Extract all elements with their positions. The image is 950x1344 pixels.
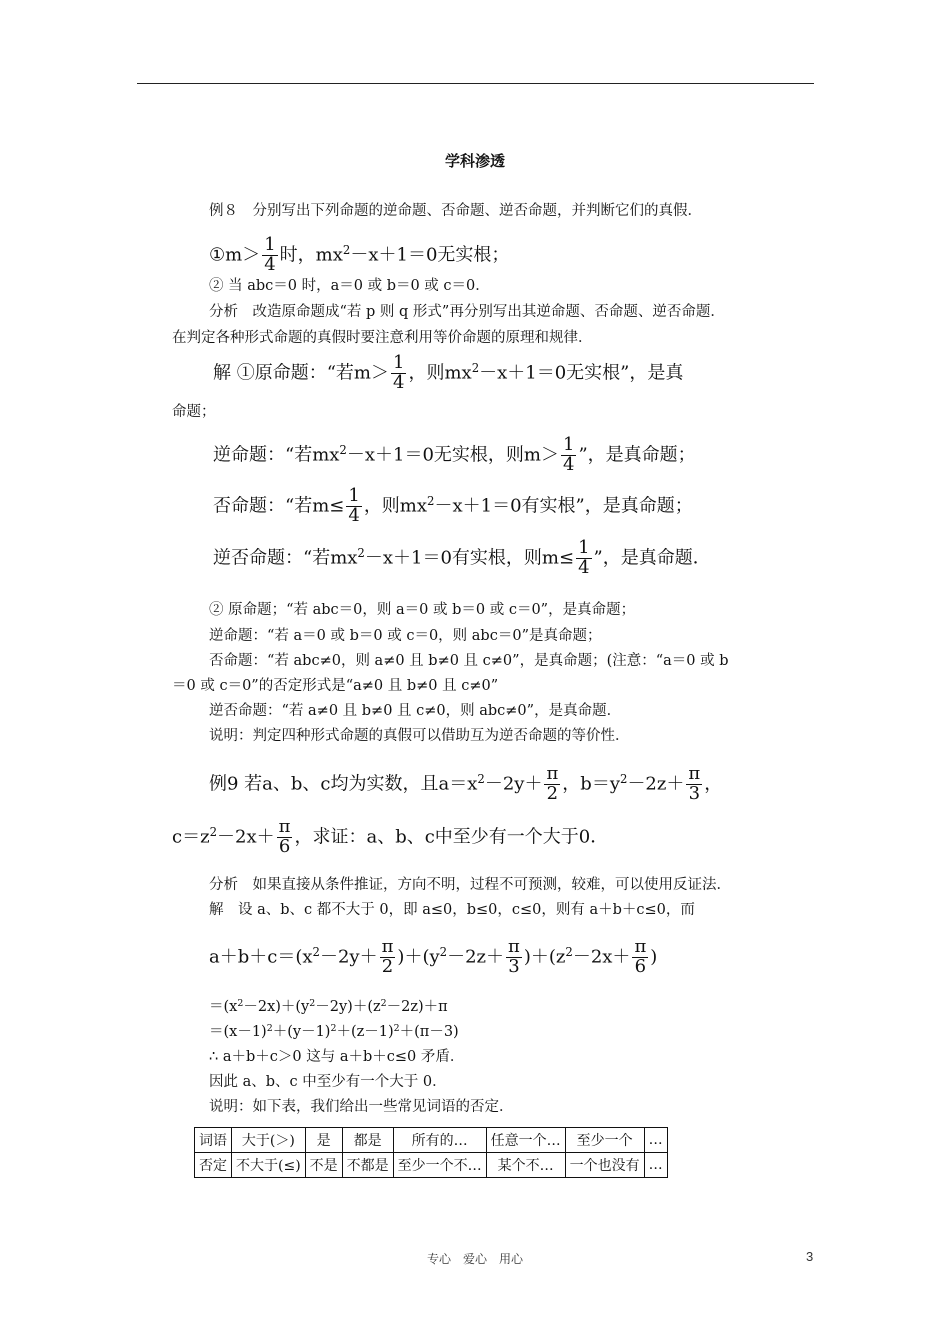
example9-step1 xyxy=(209,997,448,1017)
text: c＝z xyxy=(172,826,210,848)
text: ①m＞ xyxy=(209,244,261,266)
page-number: 3 xyxy=(806,1249,814,1264)
example8-converse xyxy=(213,436,696,475)
text: －x＋1＝0无实根”，是真 xyxy=(479,362,684,384)
page-footer: 专心 爱心 用心 xyxy=(426,1252,523,1266)
denominator: 4 xyxy=(578,556,590,578)
table-cell: 都是 xyxy=(342,1128,393,1153)
header-rule xyxy=(137,83,814,84)
text: －2z＋ xyxy=(447,946,505,968)
text: ＋(π－3) xyxy=(399,1024,459,1040)
example8-analysis-line1: 分析 改造原命题成“若 p 则 q 形式”再分别写出其逆命题、否命题、逆否命题． xyxy=(209,304,725,320)
exponent: 2 xyxy=(565,944,573,959)
example9-solution: 解 设 a、b、c 都不大于 0，即 a≤0，b≤0，c≤0，则有 a＋b＋c≤0，而 xyxy=(209,902,695,918)
text: －2x＋ xyxy=(217,826,275,848)
text: 例9 若a、b、c均为实数，且a＝x xyxy=(209,773,478,795)
example8-analysis-line2: 在判定各种形式命题的真假时要注意利用等价命题的原理和规律． xyxy=(172,330,593,346)
text: －2x)＋(y xyxy=(243,999,310,1015)
denominator: 4 xyxy=(562,453,575,475)
fraction-one-quarter xyxy=(561,436,576,475)
example9-step3: ∴ a＋b＋c＞0 这与 a＋b＋c≤0 矛盾． xyxy=(209,1049,465,1065)
part2-converse: 逆命题：“若 a＝0 或 b＝0 或 c＝0，则 abc＝0”是真命题； xyxy=(209,628,602,644)
exponent: 2 xyxy=(339,442,347,457)
section-title: 学科渗透 xyxy=(444,152,505,170)
text: ＋(y－1) xyxy=(272,1024,331,1040)
exponent: 2 xyxy=(330,1022,337,1034)
table-cell: 词语 xyxy=(195,1128,232,1153)
denominator: 6 xyxy=(634,955,647,977)
exponent: 2 xyxy=(471,360,480,375)
example8-item2: ② 当 abc＝0 时，a＝0 或 b＝0 或 c＝0． xyxy=(209,278,490,294)
example9-analysis: 分析 如果直接从条件推证，方向不明，过程不可预测，较难，可以使用反证法． xyxy=(209,877,731,893)
example9-step4: 因此 a、b、c 中至少有一个大于 0． xyxy=(209,1074,447,1090)
example8-inverse xyxy=(213,487,693,526)
numerator: 1 xyxy=(393,352,405,373)
part2-contrapositive: 逆否命题：“若 a≠0 且 b≠0 且 c≠0，则 abc≠0”，是真命题． xyxy=(209,703,622,719)
part2-inverse-line1: 否命题：“若 abc≠0，则 a≠0 且 b≠0 且 c≠0”，是真命题；(注意：“a＝0 或 b xyxy=(209,653,729,669)
text: ＝(x－1) xyxy=(209,1024,267,1040)
text: －x＋1＝0无实根，则m＞ xyxy=(346,444,559,466)
text: ，b＝y xyxy=(562,773,620,795)
text: ) xyxy=(650,946,658,968)
exponent: 2 xyxy=(380,997,387,1009)
numerator: 1 xyxy=(578,537,590,558)
example9-statement-line1 xyxy=(209,765,722,804)
numerator: π xyxy=(634,936,647,957)
part2-original: ② 原命题；“若 abc＝0，则 a＝0 或 b＝0 或 c＝0”，是真命题； xyxy=(209,602,636,618)
table-row xyxy=(195,1128,668,1153)
table-cell: 至少一个不… xyxy=(393,1153,486,1178)
table-cell: … xyxy=(644,1128,667,1153)
table-cell: 一个也没有 xyxy=(565,1153,644,1178)
numerator: π xyxy=(278,816,291,837)
text: －2y＋ xyxy=(484,773,543,795)
exponent: 2 xyxy=(439,944,448,959)
text: ”，是真命题． xyxy=(593,547,711,569)
table-cell: 不大于(≤) xyxy=(232,1153,306,1178)
example8-item1 xyxy=(209,236,509,275)
table-cell: 是 xyxy=(305,1128,342,1153)
denominator: 4 xyxy=(393,371,405,393)
exponent: 2 xyxy=(312,944,320,959)
numerator: 1 xyxy=(562,434,575,455)
text: －2y)＋(z xyxy=(315,999,381,1015)
numerator: π xyxy=(546,763,559,784)
table-cell: 所有的… xyxy=(393,1128,486,1153)
text: －x＋1＝0有实根，则m≤ xyxy=(364,547,575,569)
denominator: 6 xyxy=(278,835,291,857)
exponent: 2 xyxy=(427,493,435,508)
denominator: 4 xyxy=(348,504,360,526)
exponent: 2 xyxy=(357,545,365,560)
text: 否命题：“若m≤ xyxy=(213,495,345,517)
text: ＝(x xyxy=(209,999,238,1015)
fraction-one-quarter xyxy=(262,236,277,275)
example9-statement-line2 xyxy=(172,818,608,857)
text: ，则mx xyxy=(408,362,472,384)
fraction-one-quarter xyxy=(346,487,361,526)
table-cell: 至少一个 xyxy=(565,1128,644,1153)
example9-equation xyxy=(209,938,657,977)
fraction-pi-over-6 xyxy=(632,938,648,977)
table-row xyxy=(195,1153,668,1178)
example8-contrapositive xyxy=(213,539,711,578)
text: ， xyxy=(704,773,723,795)
table-cell: 大于(＞) xyxy=(232,1128,306,1153)
denominator: 2 xyxy=(381,955,394,977)
example8-solution-cont: 命题； xyxy=(172,404,216,420)
table-cell: … xyxy=(644,1153,667,1178)
text: ＋(z－1) xyxy=(336,1024,394,1040)
text: 逆命题：“若mx xyxy=(213,444,340,466)
text: ”，是真命题； xyxy=(578,444,696,466)
example8-note: 说明：判定四种形式命题的真假可以借助互为逆否命题的等价性． xyxy=(209,728,630,744)
table-cell: 某个不… xyxy=(486,1153,565,1178)
table-cell: 否定 xyxy=(195,1153,232,1178)
table-cell: 不都是 xyxy=(342,1153,393,1178)
text: 时，mx xyxy=(279,244,343,266)
exponent: 2 xyxy=(620,771,628,786)
text: a＋b＋c＝(x xyxy=(209,946,313,968)
fraction-pi-over-2 xyxy=(380,938,396,977)
text: )＋(y xyxy=(397,946,440,968)
table-cell: 任意一个… xyxy=(486,1128,565,1153)
exponent: 2 xyxy=(393,1022,400,1034)
text: －x＋1＝0无实根； xyxy=(350,244,510,266)
table-cell: 不是 xyxy=(305,1153,342,1178)
text: －x＋1＝0有实根”，是真命题； xyxy=(434,495,693,517)
numerator: π xyxy=(508,936,520,957)
text: －2z＋ xyxy=(627,773,685,795)
example9-step2 xyxy=(209,1022,459,1042)
fraction-pi-over-2 xyxy=(544,765,560,804)
text: ，求证：a、b、c中至少有一个大于0． xyxy=(294,826,609,848)
denominator: 2 xyxy=(546,782,559,804)
fraction-pi-over-3 xyxy=(506,938,522,977)
denominator: 3 xyxy=(508,955,520,977)
text: －2z)＋π xyxy=(386,999,448,1015)
text: 解 ①原命题：“若m＞ xyxy=(213,362,389,384)
fraction-pi-over-6 xyxy=(277,818,293,857)
part2-inverse-line2: ＝0 或 c＝0”的否定形式是“a≠0 且 b≠0 且 c≠0” xyxy=(172,678,499,694)
denominator: 4 xyxy=(264,253,276,275)
exponent: 2 xyxy=(266,1022,273,1034)
text: )＋(z xyxy=(523,946,566,968)
text: ，则mx xyxy=(363,495,428,517)
text: －2y＋ xyxy=(319,946,378,968)
example9-note: 说明：如下表，我们给出一些常见词语的否定． xyxy=(209,1099,514,1115)
fraction-one-quarter xyxy=(391,354,406,393)
numerator: 1 xyxy=(264,234,276,255)
negation-table xyxy=(194,1127,668,1178)
exponent: 2 xyxy=(209,824,218,839)
exponent: 2 xyxy=(342,242,351,257)
text: －2x＋ xyxy=(572,946,631,968)
exponent: 2 xyxy=(237,997,244,1009)
example8-solution-original xyxy=(213,354,683,393)
fraction-pi-over-3 xyxy=(686,765,702,804)
exponent: 2 xyxy=(309,997,316,1009)
fraction-one-quarter xyxy=(576,539,591,578)
text: 逆否命题：“若mx xyxy=(213,547,358,569)
denominator: 3 xyxy=(688,782,701,804)
exponent: 2 xyxy=(477,771,485,786)
numerator: π xyxy=(381,936,394,957)
numerator: π xyxy=(688,763,701,784)
numerator: 1 xyxy=(348,485,360,506)
example8-intro: 例８ 分别写出下列命题的逆命题、否命题、逆否命题，并判断它们的真假． xyxy=(209,203,702,219)
